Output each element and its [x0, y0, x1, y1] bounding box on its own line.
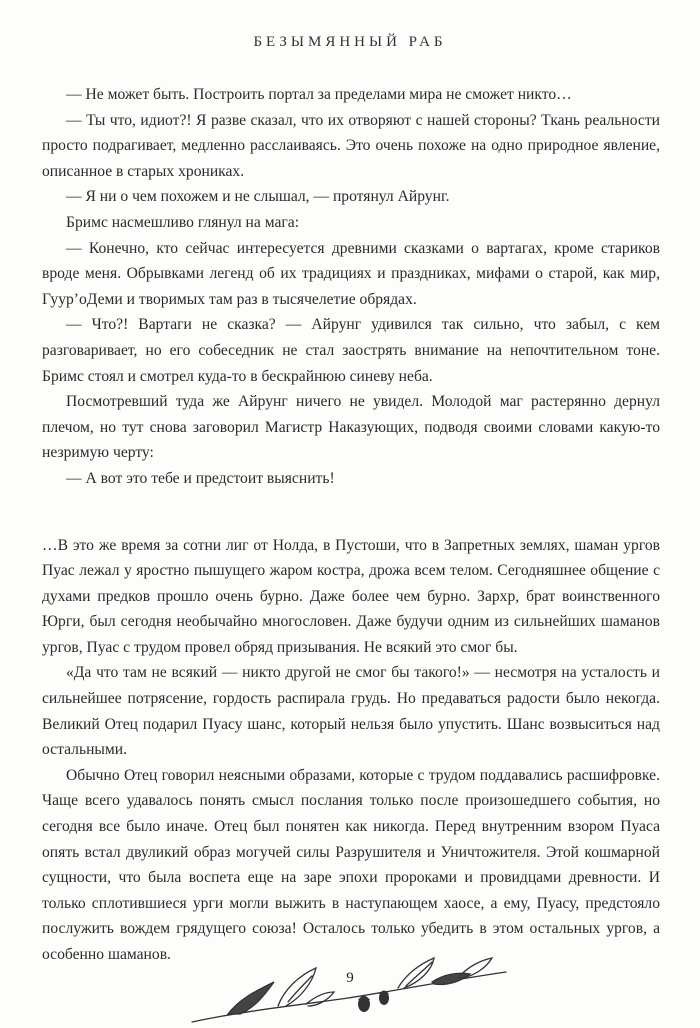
- section-break: [42, 492, 660, 533]
- body-text: [42, 82, 660, 968]
- paragraph: «Да что там не всякий — никто другой не смог бы такого!» — несмотря на усталость и сильнейшее потрясение, гордость распирала грудь. Но предаваться радости было некогда. Великий Отец подарил Пуасу шанс, который нельзя было упустить. Шанс возвыситься над остальными.: [42, 664, 660, 759]
- paragraph: …В это же время за сотни лиг от Нолда, в Пустоши, что в Запретных землях, шаман ургов Пуас лежал у яростно пышущего жаром костра, дрожа всем телом. Сегодняшнее общение с духами предков прошло очень бурно. Даже более чем бурно. Зархр, брат воинственного Юрги, был сегодня необычайно многословен. Даже будучи одним из сильнейших шаманов ургов, Пуас с трудом провел обряд призывания. Не всякий это смог бы.: [42, 536, 660, 656]
- paragraph: Посмотревший туда же Айрунг ничего не увидел. Молодой маг растерянно дернул плечом, но тут снова заговорил Магистр Наказующих, подводя своими словами какую-то незримую черту:: [42, 393, 660, 462]
- running-title: БЕЗЫМЯННЫЙ РАБ: [253, 34, 447, 50]
- paragraph: — Ты что, идиот?! Я разве сказал, что их отворяют с нашей стороны? Ткань реальности просто подрагивает, медленно расслаиваясь. Это очень похоже на одно природное явление, описанное в старых хрониках.: [42, 111, 660, 180]
- page-number: 9: [346, 970, 354, 986]
- paragraph: — Я ни о чем похожем и не слышал, — протянул Айрунг.: [66, 188, 450, 206]
- oak-branch-ornament-icon: [188, 952, 512, 1028]
- paragraph: — А вот это тебе и предстоит выяснить!: [66, 469, 335, 487]
- paragraph: — Конечно, кто сейчас интересуется древними сказками о вартагах, кроме стариков вроде меня. Обрывками легенд об их традициях и праздниках, мифами о старой, как мир, Гуур’оДеми и творимых там раз в тысячелетие обрядах.: [42, 239, 660, 308]
- page-footer: [0, 950, 700, 1028]
- paragraph: — Что?! Вартаги не сказка? — Айрунг удивился так сильно, что забыл, с кем разговаривает, но его собеседник не стал заострять внимание на непочтительном тоне. Бримс стоял и смотрел куда-то в бескрайнюю синеву неба.: [42, 316, 660, 385]
- paragraph: — Не может быть. Построить портал за пределами мира не сможет никто…: [66, 86, 572, 103]
- paragraph: Бримс насмешливо глянул на мага:: [66, 213, 300, 231]
- paragraph: Обычно Отец говорил неясными образами, которые с трудом поддавались расшифровке. Чаще всего удавалось понять смысл послания только после произошедшего события, но сегодня все было иначе. Отец был понятен как никогда. Перед внутренним взором Пуаса опять встал двуликий образ могучей силы Разрушителя и Уничтожителя. Этой кошмарной сущности, что была воспета еще на заре эпохи пророками и провидцами древности. И только сплотившиеся урги могли выжить в наступающем хаосе, а ему, Пуасу, предстояло послужить вождем грядущего союза! Осталось только убедить в этом остальных ургов, а особенно шаманов.: [42, 766, 660, 963]
